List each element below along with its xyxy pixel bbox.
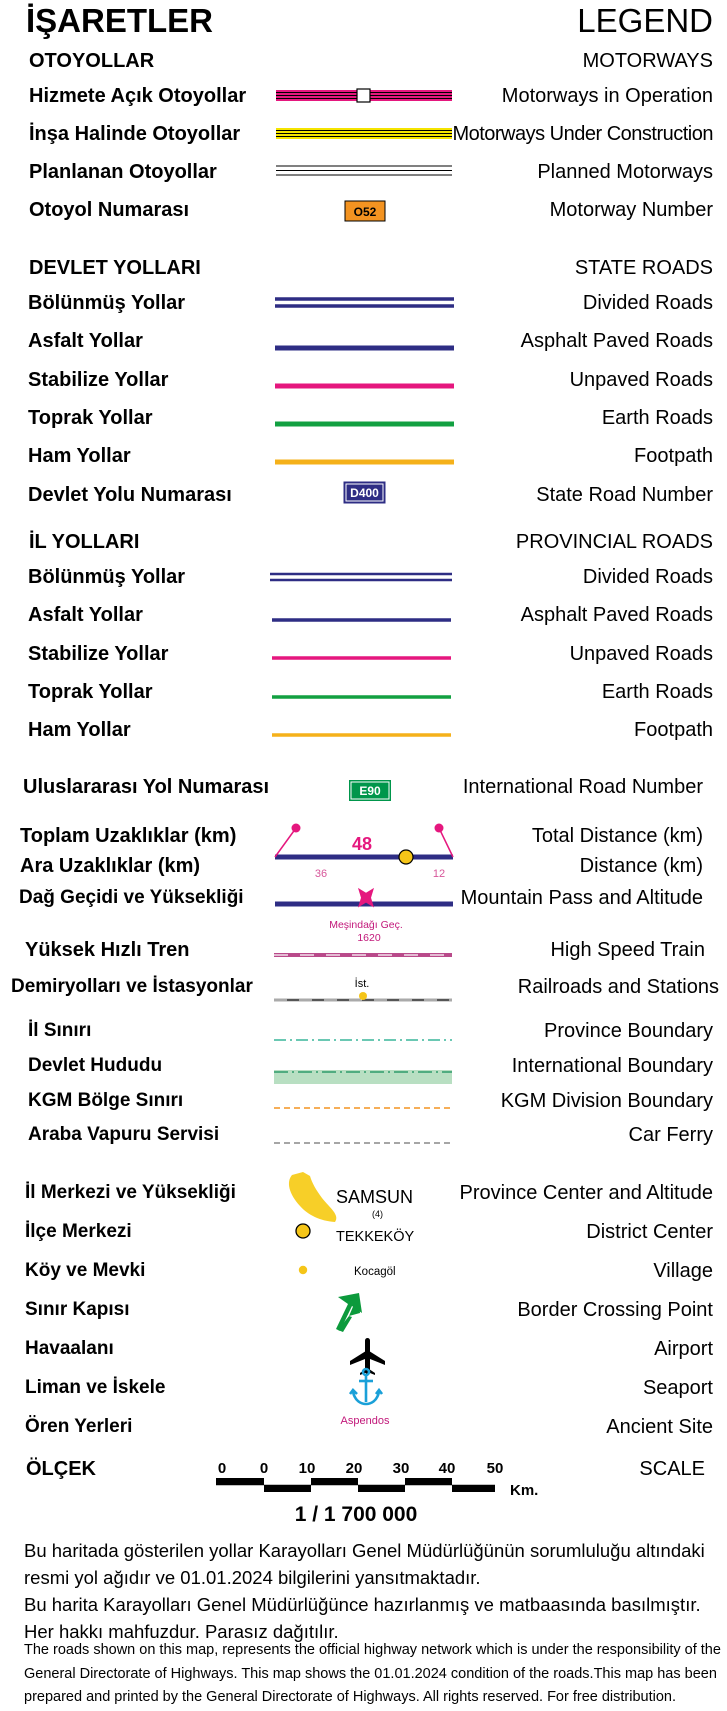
legend-label-en: Asphalt Paved Roads bbox=[520, 604, 713, 626]
international-boundary-symbol bbox=[274, 1070, 452, 1084]
ancient-site-sample: Aspendos bbox=[340, 1415, 390, 1427]
railroad-symbol bbox=[274, 992, 452, 1000]
province-center-symbol bbox=[289, 1172, 336, 1222]
mountain-pass-symbol bbox=[275, 888, 453, 908]
provincial-divided-symbol bbox=[270, 574, 452, 580]
motorway-operation-symbol bbox=[276, 89, 452, 102]
scale-tick: 0 bbox=[217, 1460, 227, 1477]
legend-label-tr: Bölünmüş Yollar bbox=[28, 292, 186, 314]
legend-label-en: Unpaved Roads bbox=[569, 369, 713, 391]
legend-label-en: Province Boundary bbox=[544, 1020, 713, 1042]
district-center-sample: TEKKEKÖY bbox=[336, 1229, 415, 1245]
note-tr-2: Bu harita Karayolları Genel Müdürlüğünce hazırlanmış ve matbaasında basılmıştır. Her hakkı mahfuzdur. Parasız dağıtılır. bbox=[24, 1594, 701, 1642]
legend-label-en: Border Crossing Point bbox=[517, 1299, 713, 1321]
legend-label-en: Earth Roads bbox=[601, 681, 713, 703]
legend-label-tr: Ham Yollar bbox=[28, 445, 131, 467]
legend-label-en: Province Center and Altitude bbox=[459, 1182, 713, 1204]
scale-tick: 20 bbox=[345, 1460, 363, 1477]
legend-label-tr: Yüksek Hızlı Tren bbox=[25, 939, 190, 961]
scale-label-en: SCALE bbox=[639, 1458, 705, 1480]
village-symbol bbox=[299, 1266, 307, 1274]
motorways-heading-en: MOTORWAYS bbox=[582, 50, 713, 72]
state-road-number-text: D400 bbox=[350, 486, 379, 500]
province-center-number: (4) bbox=[372, 1209, 383, 1219]
legend-label-tr: Ören Yerleri bbox=[25, 1416, 133, 1437]
scale-tick: 50 bbox=[486, 1460, 504, 1477]
legend-label-en: Railroads and Stations bbox=[517, 976, 719, 998]
international-road-text: E90 bbox=[359, 784, 381, 798]
legend-label-tr: İlçe Merkezi bbox=[25, 1221, 132, 1242]
distance-left-value: 36 bbox=[314, 868, 328, 880]
legend-label-tr: Devlet Yolu Numarası bbox=[28, 484, 232, 506]
legend-label-tr: Bölünmüş Yollar bbox=[28, 566, 186, 588]
state-roads-heading-tr: DEVLET YOLLARI bbox=[29, 257, 201, 279]
scale-tick: 40 bbox=[438, 1460, 456, 1477]
legend-label-tr: Asfalt Yollar bbox=[28, 604, 143, 626]
legend-label-en: Footpath bbox=[634, 719, 713, 741]
legend-label-en: Unpaved Roads bbox=[569, 643, 713, 665]
motorway-number-text: O52 bbox=[353, 205, 377, 219]
legend-label-tr: Dağ Geçidi ve Yüksekliği bbox=[19, 887, 244, 908]
province-center-sample: SAMSUN bbox=[336, 1187, 414, 1207]
legend-label-en: Seaport bbox=[642, 1377, 713, 1399]
legend-label-en: Distance (km) bbox=[579, 855, 703, 877]
legend-label-tr: Demiryolları ve İstasyonlar bbox=[11, 976, 253, 997]
legend-label-en: Divided Roads bbox=[582, 292, 713, 314]
mountain-pass-altitude: 1620 bbox=[357, 932, 381, 944]
total-distance-value: 48 bbox=[351, 834, 373, 854]
scale-ratio: 1 / 1 700 000 bbox=[294, 1503, 418, 1526]
state-roads-heading-en: STATE ROADS bbox=[574, 257, 713, 279]
legend-label-tr: Liman ve İskele bbox=[25, 1377, 166, 1398]
anchor-icon bbox=[350, 1369, 382, 1404]
legend-label-tr: Havaalanı bbox=[25, 1338, 114, 1359]
legend-label-tr: İnşa Halinde Otoyollar bbox=[29, 123, 241, 145]
legend-label-en: Mountain Pass and Altitude bbox=[460, 887, 703, 909]
legend-label-en: KGM Division Boundary bbox=[500, 1090, 713, 1112]
legend-label-en: Ancient Site bbox=[606, 1416, 713, 1438]
legend-label-en: Car Ferry bbox=[628, 1124, 713, 1146]
legend-label-en: District Center bbox=[586, 1221, 713, 1243]
legend-label-tr: Toprak Yollar bbox=[28, 681, 153, 703]
legend-label-en: Planned Motorways bbox=[537, 161, 713, 183]
legend-label-tr: Devlet Hududu bbox=[28, 1055, 163, 1076]
scale-bar bbox=[216, 1478, 495, 1492]
legend-label-tr: Toprak Yollar bbox=[28, 407, 153, 429]
legend-label-tr: Stabilize Yollar bbox=[28, 643, 169, 665]
note-en: The roads shown on this map, represents the official highway network which is under the responsibility of the General Directorate of Highways. This map shows the 01.01.2024 condition of the roads.This map has been prepared and printed by the General Directorate of Highways. All rights reserved. For free distribution. bbox=[24, 1642, 721, 1705]
legend-label-en: Motorways in Operation bbox=[501, 85, 713, 107]
legend-label-tr: Uluslararası Yol Numarası bbox=[23, 776, 270, 798]
legend-label-tr: Sınır Kapısı bbox=[25, 1299, 130, 1320]
legend-label-en: Asphalt Paved Roads bbox=[520, 330, 713, 352]
legend-label-tr: Araba Vapuru Servisi bbox=[28, 1124, 220, 1145]
legend-label-tr: İl Merkezi ve Yüksekliği bbox=[25, 1182, 236, 1203]
scale-tick: 30 bbox=[392, 1460, 410, 1477]
legend-label-tr: Ara Uzaklıklar (km) bbox=[20, 855, 201, 877]
scale-unit: Km. bbox=[510, 1482, 539, 1499]
mountain-pass-name: Meşindağı Geç. bbox=[329, 919, 403, 931]
legend-label-en: State Road Number bbox=[536, 484, 713, 506]
legend-label-en: High Speed Train bbox=[550, 939, 705, 961]
legend-label-tr: İl Sınırı bbox=[28, 1020, 92, 1041]
motorways-heading-tr: OTOYOLLAR bbox=[29, 50, 155, 72]
legend-label-en: Earth Roads bbox=[601, 407, 713, 429]
legend-label-en: Village bbox=[653, 1260, 713, 1282]
legend-label-tr: Planlanan Otoyollar bbox=[29, 161, 217, 183]
legend-label-tr: Toplam Uzaklıklar (km) bbox=[20, 825, 237, 847]
legend-label-tr: Hizmete Açık Otoyollar bbox=[29, 85, 247, 107]
state-divided-symbol bbox=[275, 299, 454, 306]
provincial-roads-heading-tr: İL YOLLARI bbox=[29, 531, 140, 553]
distance-right-value: 12 bbox=[432, 868, 446, 880]
village-sample: Kocagöl bbox=[354, 1266, 396, 1278]
legend-label-en: Motorway Number bbox=[549, 199, 713, 221]
legend-label-en: Total Distance (km) bbox=[531, 825, 703, 847]
legend-label-tr: Köy ve Mevki bbox=[25, 1260, 146, 1281]
provincial-roads-heading-en: PROVINCIAL ROADS bbox=[515, 531, 713, 553]
legend-label-en: Footpath bbox=[634, 445, 713, 467]
scale-tick: 0 bbox=[259, 1460, 269, 1477]
legend-label-en: Motorways Under Construction bbox=[452, 123, 713, 145]
legend-label-en: International Road Number bbox=[462, 776, 703, 798]
motorway-planned-symbol bbox=[276, 166, 452, 175]
legend-label-en: International Boundary bbox=[511, 1055, 713, 1077]
legend-title-tr: İŞARETLER bbox=[26, 2, 214, 39]
legend-label-tr: Stabilize Yollar bbox=[28, 369, 169, 391]
legend-label-tr: KGM Bölge Sınırı bbox=[28, 1090, 184, 1111]
legend-label-en: Airport bbox=[654, 1338, 713, 1360]
legend-title-en: LEGEND bbox=[577, 2, 713, 39]
district-center-symbol bbox=[296, 1224, 310, 1238]
station-label: İst. bbox=[354, 978, 370, 990]
legend-label-tr: Asfalt Yollar bbox=[28, 330, 143, 352]
legend-label-tr: Ham Yollar bbox=[28, 719, 131, 741]
legend-label-en: Divided Roads bbox=[582, 566, 713, 588]
scale-tick: 10 bbox=[298, 1460, 316, 1477]
note-tr-1: Bu haritada gösterilen yollar Karayolları Genel Müdürlüğünün sorumluluğu altındaki resmi yol ağıdır ve 01.01.2024 bilgilerini yansıtmaktadır. bbox=[24, 1540, 705, 1588]
legend-label-tr: Otoyol Numarası bbox=[29, 199, 190, 221]
motorway-construction-symbol bbox=[276, 128, 452, 139]
scale-label-tr: ÖLÇEK bbox=[26, 1458, 96, 1480]
